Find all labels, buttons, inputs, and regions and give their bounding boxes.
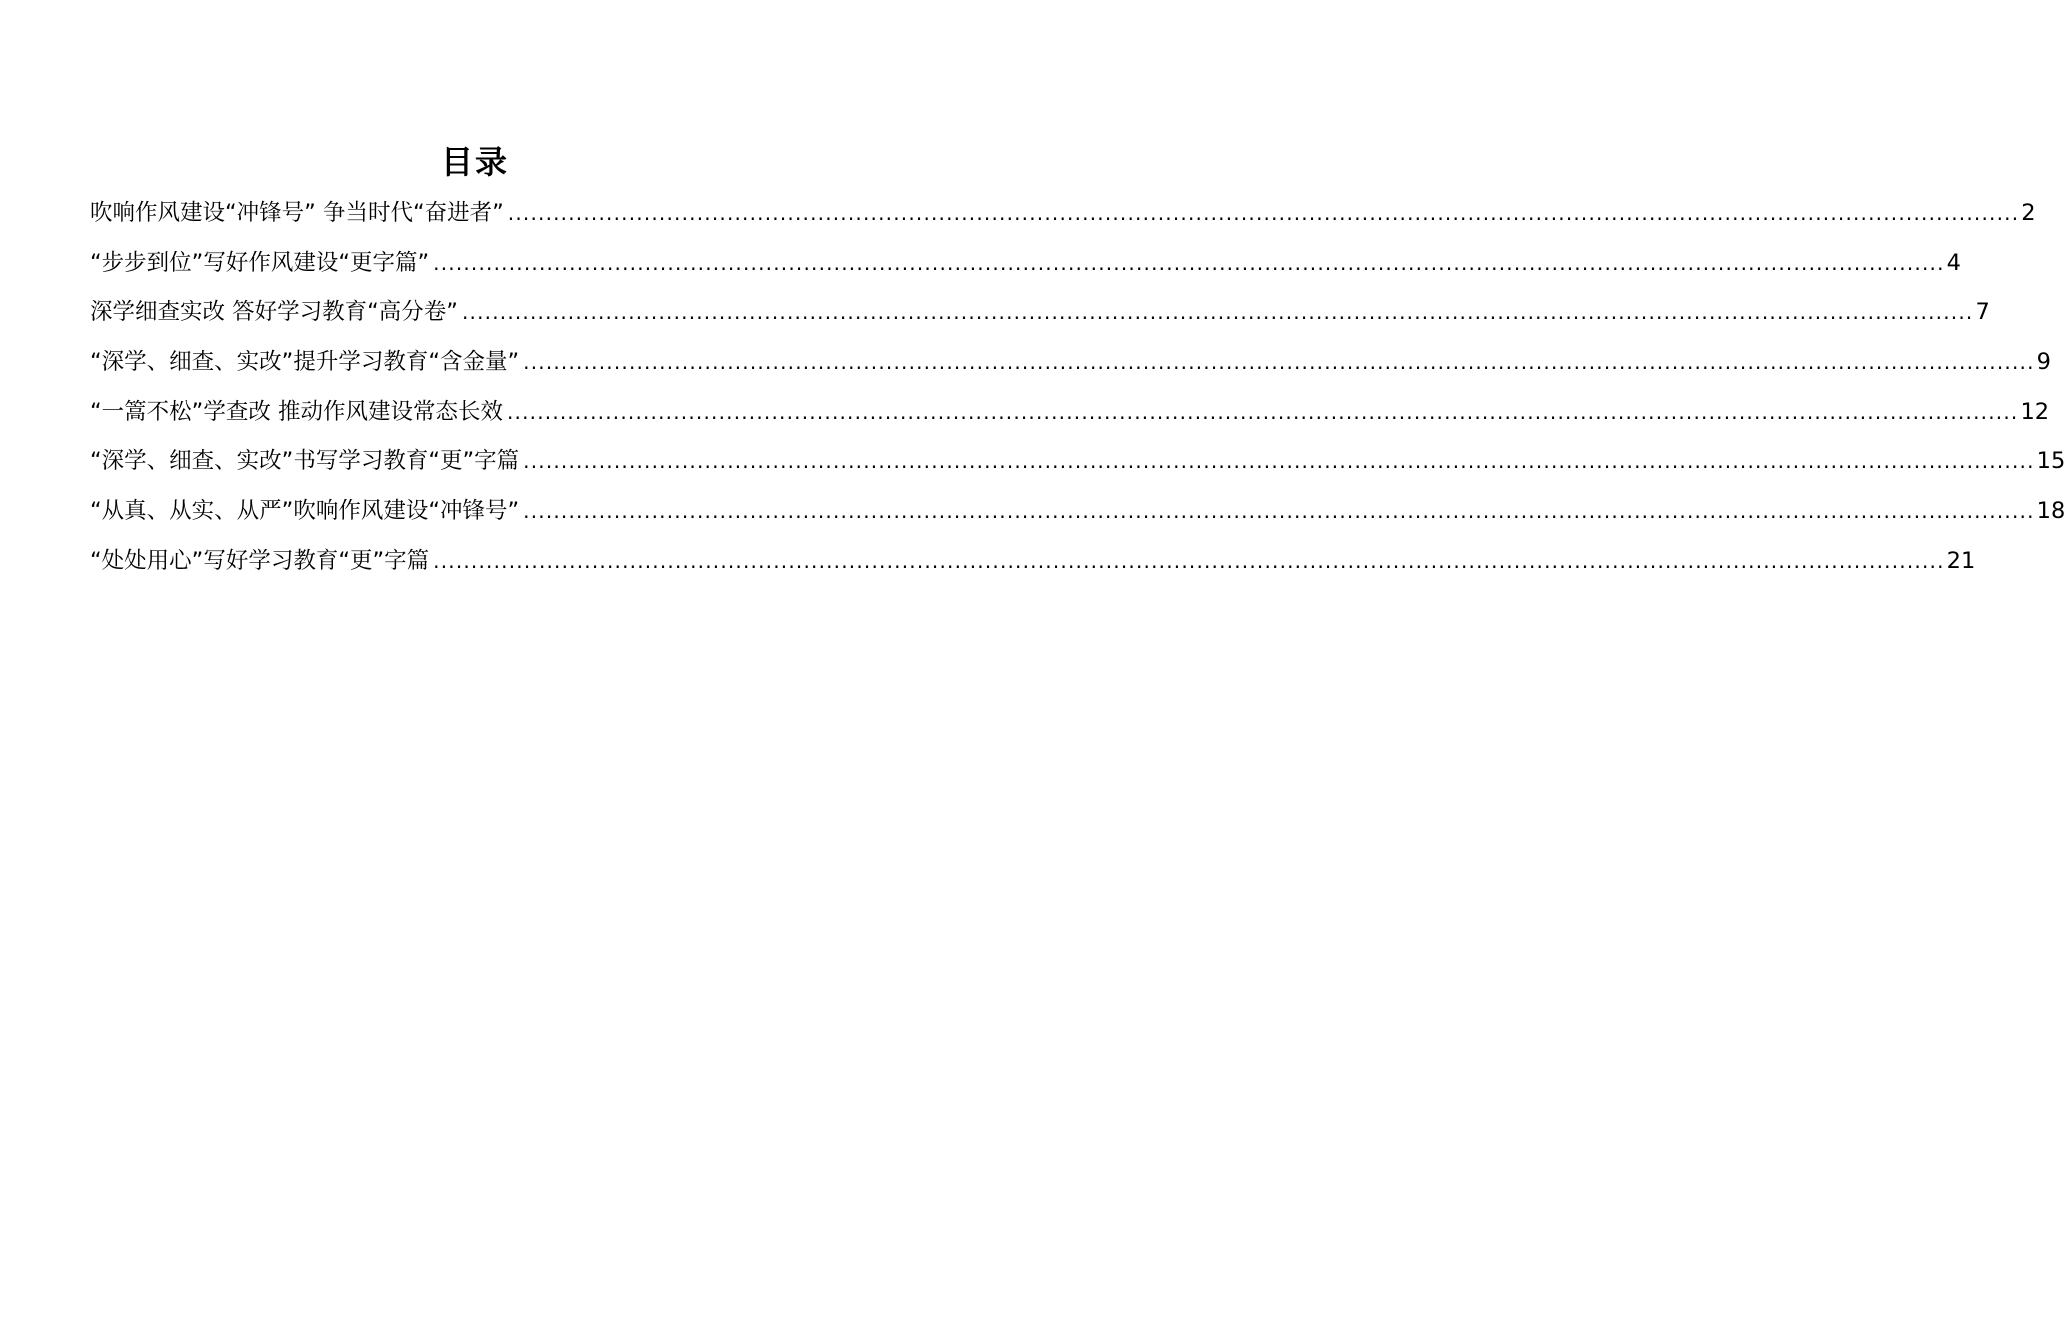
toc-page-number: 2 bbox=[2021, 200, 2036, 226]
toc-page-number: 4 bbox=[1946, 249, 1961, 276]
toc-entry-title: “步步到位”写好作风建设“更字篇” bbox=[90, 249, 430, 276]
toc-entry-title: “从真、从实、从严”吹响作风建设“冲锋号” bbox=[90, 498, 520, 525]
toc-leader-dots: ........................................................................................................................................................................................................ bbox=[461, 300, 1974, 325]
toc-entry-title: “深学、细查、实改”提升学习教育“含金量” bbox=[90, 349, 520, 376]
toc-page-number: 12 bbox=[2020, 398, 2050, 425]
toc-entry[interactable] bbox=[90, 441, 2065, 491]
toc-leader-dots: ........................................................................................................................................................................................................ bbox=[507, 201, 2020, 225]
toc-entry-title: 深学细查实改 答好学习教育“高分卷” bbox=[90, 299, 458, 326]
toc-entry-title: 吹响作风建设“冲锋号” 争当时代“奋进者” bbox=[90, 200, 504, 226]
toc-page-number: 18 bbox=[2036, 498, 2065, 525]
toc-page-number: 9 bbox=[2036, 349, 2051, 376]
toc-entry[interactable] bbox=[90, 243, 1961, 293]
toc-leader-dots: ........................................................................................................................................................................................................ bbox=[523, 499, 2035, 524]
toc-entry[interactable] bbox=[90, 392, 2050, 442]
toc-leader-dots: ........................................................................................................................................................................................................ bbox=[523, 350, 2035, 375]
toc-entry[interactable] bbox=[90, 491, 2065, 541]
toc-page-number: 7 bbox=[1975, 299, 1990, 326]
toc-leader-dots: ........................................................................................................................................................................................................ bbox=[433, 250, 1945, 275]
toc-entry-title: “处处用心”写好学习教育“更”字篇 bbox=[90, 547, 430, 574]
toc-page-number: 15 bbox=[2036, 448, 2065, 475]
toc-entry-title: “深学、细查、实改”书写学习教育“更”字篇 bbox=[90, 448, 520, 475]
toc-leader-dots: ........................................................................................................................................................................................................ bbox=[433, 548, 1945, 573]
toc-entry[interactable] bbox=[90, 342, 2051, 392]
toc-leader-dots: ........................................................................................................................................................................................................ bbox=[523, 449, 2035, 474]
toc-entry[interactable] bbox=[90, 193, 2036, 243]
toc-entry-title: “一篙不松”学查改 推动作风建设常态长效 bbox=[90, 398, 503, 425]
toc-entry[interactable] bbox=[90, 541, 1976, 591]
toc-title: 目录 bbox=[440, 143, 509, 181]
toc-leader-dots: ........................................................................................................................................................................................................ bbox=[506, 399, 2019, 424]
toc-list bbox=[90, 193, 2065, 591]
toc-page-number: 21 bbox=[1946, 547, 1976, 574]
toc-entry[interactable] bbox=[90, 292, 1990, 342]
